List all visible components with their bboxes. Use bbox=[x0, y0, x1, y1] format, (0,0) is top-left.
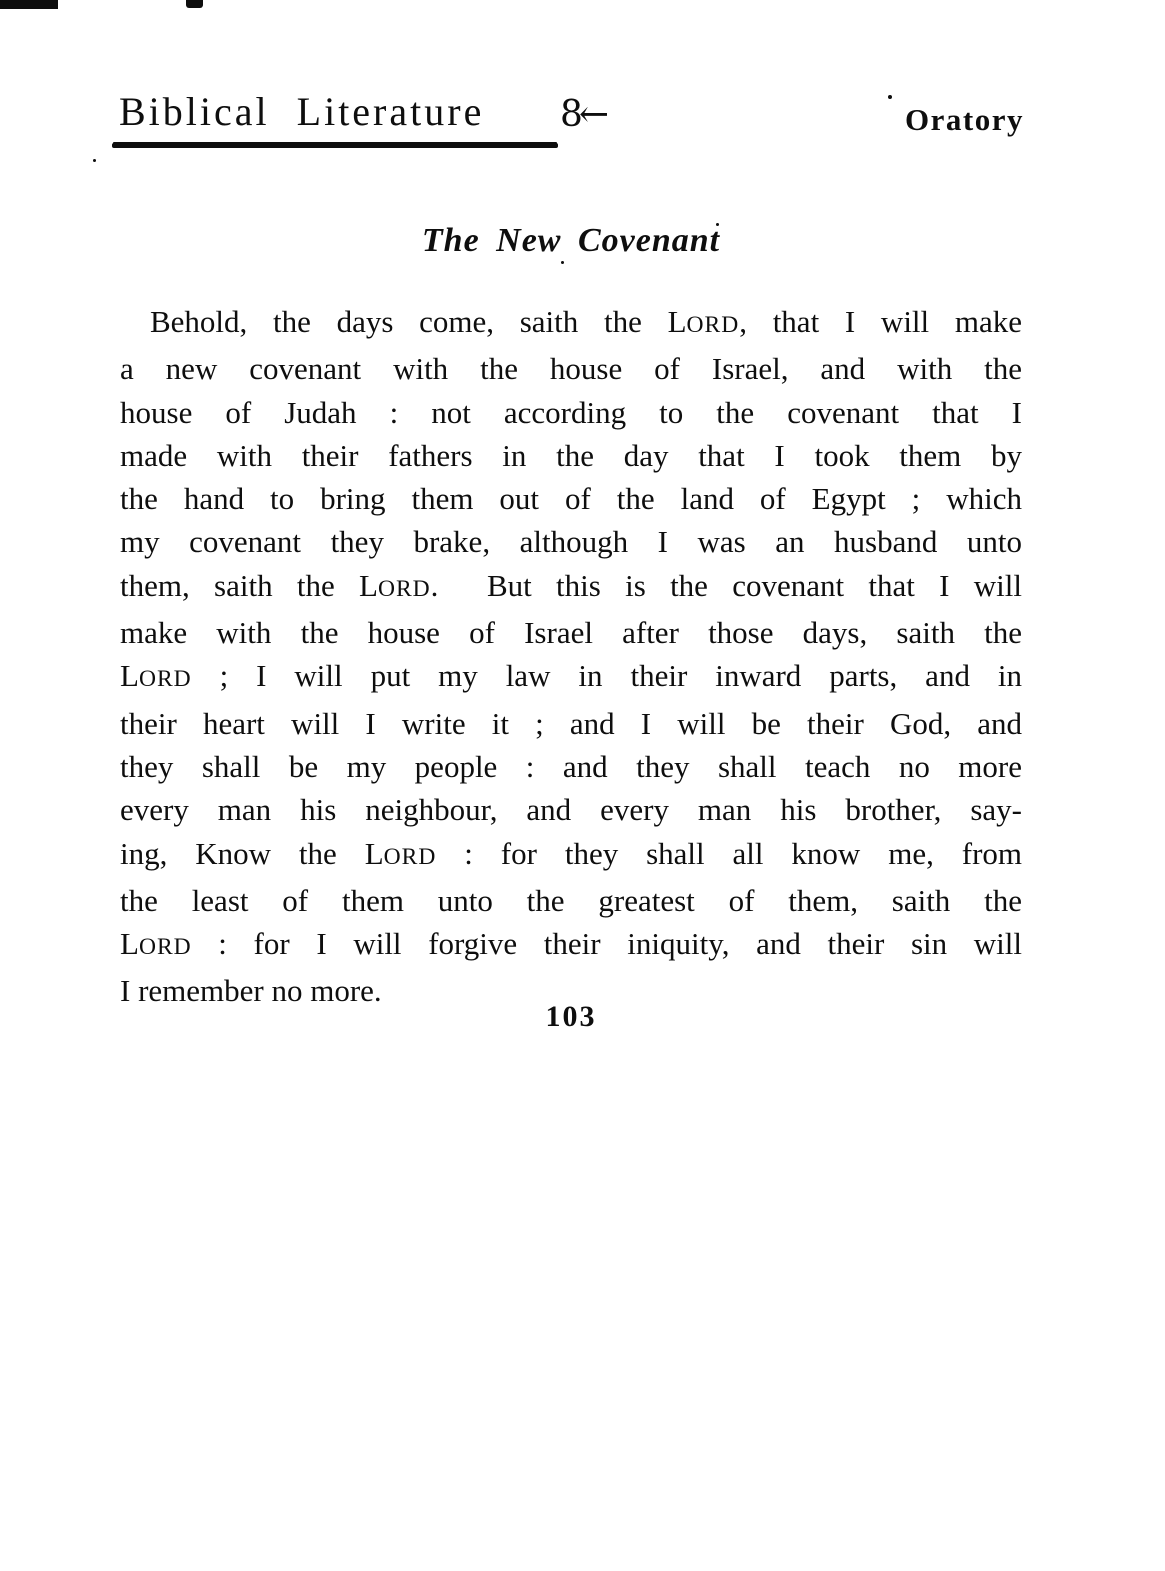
text-line: LORD ; I will put my law in their inward parts, and in bbox=[120, 658, 1022, 694]
header-underline bbox=[112, 143, 558, 148]
text-line: their heart will I write it ; and I will be their God, and bbox=[120, 705, 1022, 741]
text-line: a new covenant with the house of Israel, and with the bbox=[120, 351, 1022, 387]
text-line: they shall be my people : and they shall teach no more bbox=[120, 748, 1022, 784]
text-line: Behold, the days come, saith the LORD, that I will make bbox=[150, 304, 1022, 339]
page-number: 103 bbox=[545, 1000, 597, 1033]
scan-speck bbox=[93, 159, 96, 162]
section-title: The New Covenant bbox=[421, 222, 721, 259]
text-line: LORD : for I will forgive their iniquity, and their sin will bbox=[120, 926, 1022, 962]
text-line: ing, Know the LORD : for they shall all know me, from bbox=[120, 835, 1023, 871]
text-line: the hand to bring them out of the land of Egypt ; which bbox=[120, 481, 1022, 517]
running-header-left: Biblical Literature bbox=[119, 89, 485, 134]
running-header-right: Oratory bbox=[905, 102, 1024, 137]
text-line: made with their fathers in the day that I took them by bbox=[120, 437, 1022, 473]
ornament-arrow-icon: 8← bbox=[560, 94, 606, 135]
text-line: make with the house of Israel after those days, saith the bbox=[120, 615, 1022, 651]
text-line: them, saith the LORD. But this is the covenant that I will bbox=[120, 567, 1022, 603]
scan-artifact-mark bbox=[186, 0, 203, 8]
scan-speck bbox=[888, 95, 892, 99]
text-line: house of Judah : not according to the covenant that I bbox=[120, 394, 1022, 430]
text-line: every man his neighbour, and every man his brother, say- bbox=[120, 792, 1022, 828]
scan-speck bbox=[561, 261, 564, 264]
text-line: I remember no more. bbox=[120, 973, 382, 1009]
text-line: my covenant they brake, although I was an husband unto bbox=[120, 524, 1022, 560]
text-line: the least of them unto the greatest of them, saith the bbox=[120, 882, 1022, 918]
scripture-paragraph bbox=[120, 300, 1022, 1013]
